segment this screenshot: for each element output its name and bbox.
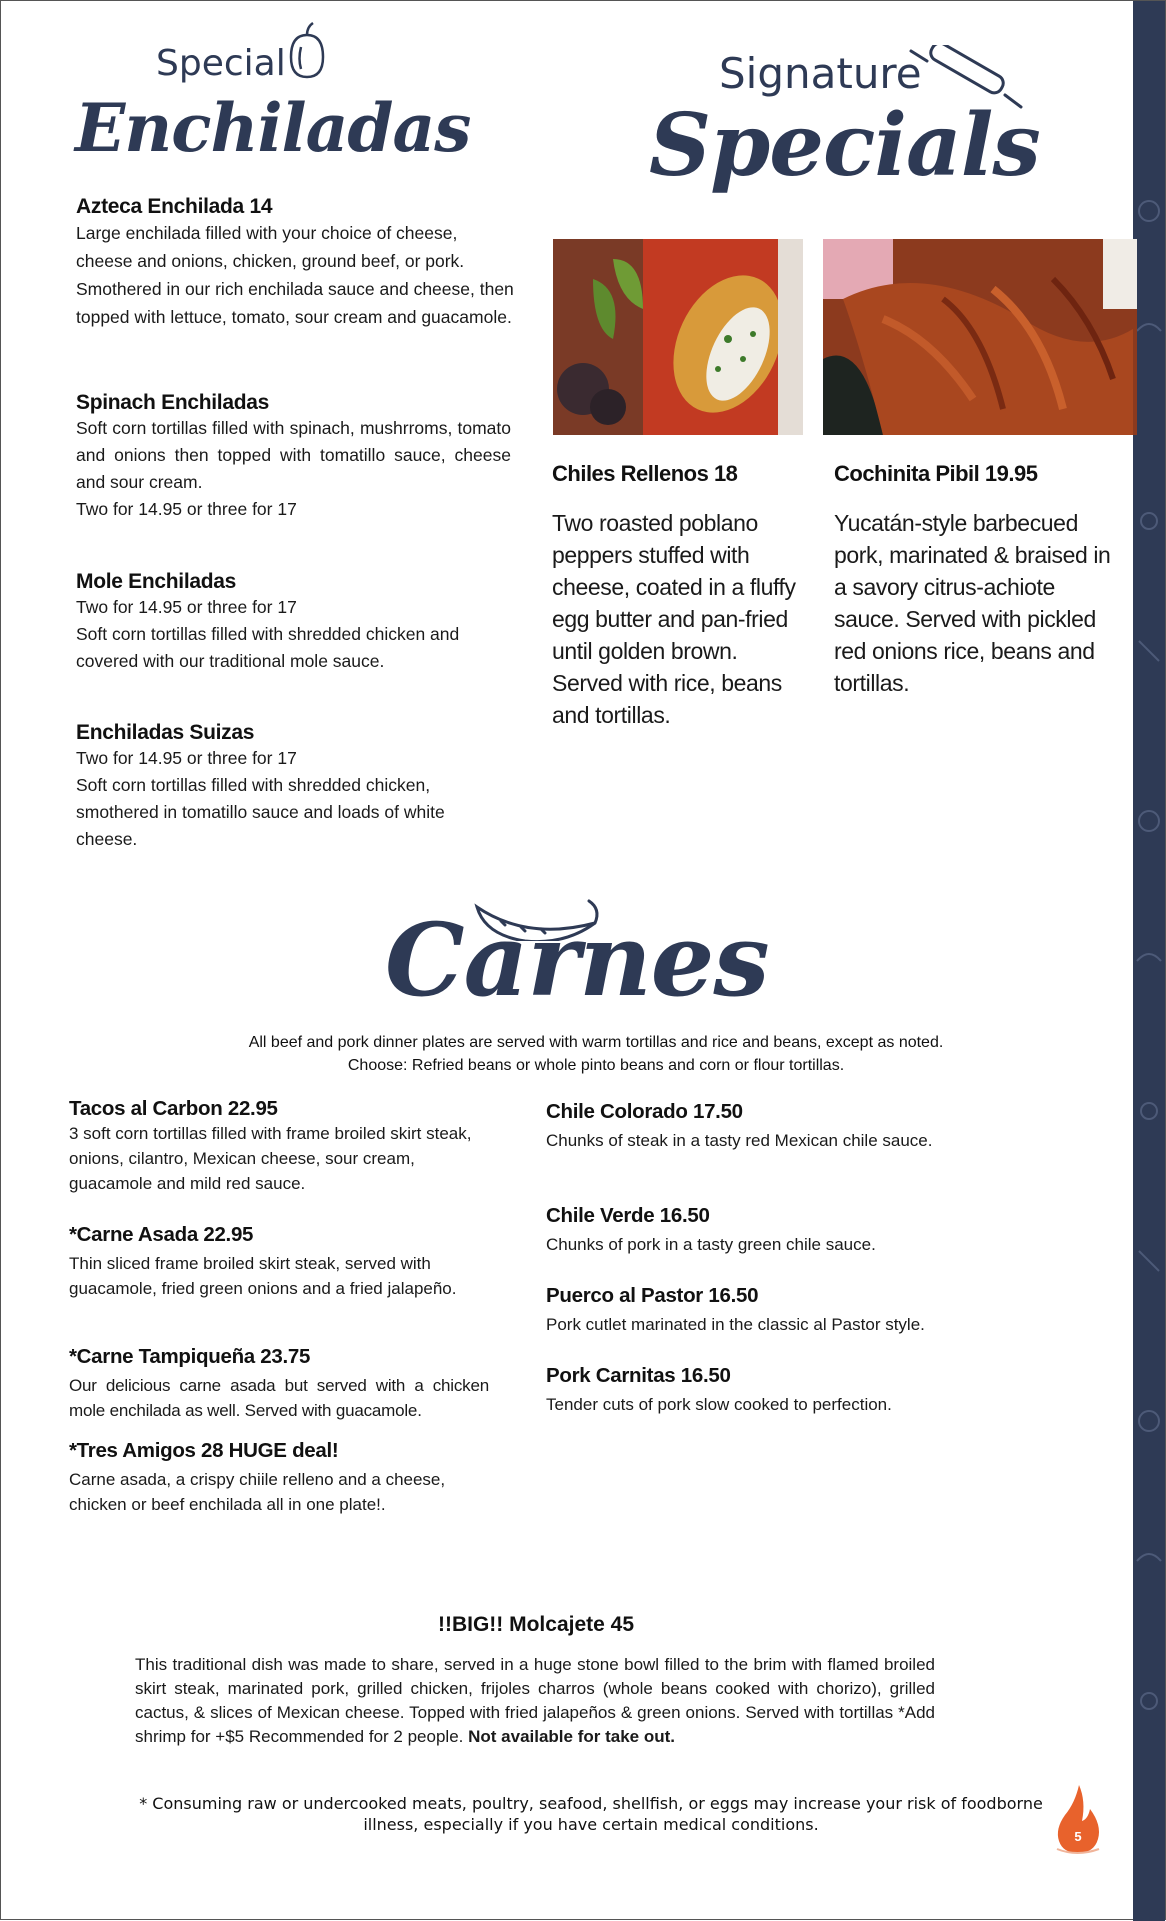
menu-item-puerco-al-pastor — [546, 1284, 986, 1337]
menu-item-azteca — [76, 195, 516, 331]
menu-item-chile-colorado — [546, 1100, 946, 1153]
item-name: Pork Carnitas 16.50 — [546, 1364, 731, 1387]
carnes-note-line2: Choose: Refried beans or whole pinto beans and corn or flour tortillas. — [347, 1057, 845, 1074]
item-desc: Two roasted poblano peppers stuffed with cheese, coated in a fluffy egg butter and pan-fried until golden brown. Served with rice, beans and tortillas. — [552, 510, 796, 728]
item-name: Azteca Enchilada 14 — [76, 195, 273, 218]
menu-item-chiles-rellenos — [552, 461, 807, 731]
item-price: Two for 14.95 or three for 17 — [76, 499, 297, 519]
item-desc: Tender cuts of pork slow cooked to perfection. — [546, 1395, 892, 1414]
chiles-rellenos-photo — [553, 239, 803, 435]
menu-item-suizas — [76, 721, 506, 853]
item-price: Two for 14.95 or three for 17 — [76, 748, 297, 768]
signature-heading-small: Signature — [719, 49, 922, 98]
cochinita-pibil-photo — [823, 239, 1137, 435]
item-name: Chile Verde 16.50 — [546, 1204, 710, 1227]
menu-item-pork-carnitas — [546, 1364, 986, 1417]
carnes-heading: Carnes — [385, 901, 769, 1019]
menu-item-chile-verde — [546, 1204, 986, 1257]
item-name: *Carne Tampiqueña 23.75 — [69, 1345, 311, 1368]
utensil-pattern-icon — [1133, 1, 1165, 1921]
carnes-note-line1: All beef and pork dinner plates are served with warm tortillas and rice and beans, except as noted. — [248, 1034, 944, 1051]
page-number: 5 — [1074, 1829, 1082, 1844]
item-desc: Chunks of steak in a tasty red Mexican chile sauce. — [546, 1131, 933, 1150]
molcajete-title: !!BIG!! Molcajete 45 — [437, 1613, 635, 1636]
item-desc: Soft corn tortillas filled with spinach, mushrroms, tomato and onions then topped with tomatillo sauce, cheese and sour cream. — [76, 418, 511, 492]
item-name: *Carne Asada 22.95 — [69, 1223, 254, 1246]
enchiladas-heading-small: Special — [156, 43, 286, 84]
item-name: Spinach Enchiladas — [76, 391, 269, 414]
menu-item-tacos-al-carbon — [69, 1097, 489, 1196]
menu-item-cochinita-pibil — [834, 461, 1119, 699]
signature-heading: Specials — [649, 95, 1040, 196]
item-desc: Chunks of pork in a tasty green chile sauce. — [546, 1235, 876, 1254]
item-desc: Our delicious carne asada but served with a chicken mole enchilada as well. Served with guacamole. — [69, 1376, 489, 1420]
item-desc: Thin sliced frame broiled skirt steak, served with guacamole, fried green onions and a fried jalapeño. — [69, 1254, 457, 1298]
molcajete-desc-text: This traditional dish was made to share, served in a huge stone bowl filled to the brim with flamed broiled skirt steak, marinated pork, grilled chicken, frijoles charros (whole beans cooked with chorizo), grilled cactus, & slices of Mexican cheese. Topped with fried jalapeños & green onions. Served with tortillas *Add shrimp for +$5 Recommended for 2 people. — [135, 1655, 935, 1746]
food-safety-disclaimer: * Consuming raw or undercooked meats, poultry, seafood, shellfish, or eggs may increase your risk of foodborne illness, especially if you have certain medical conditions. — [139, 1794, 1043, 1834]
item-desc: Carne asada, a crispy chiile relleno and a cheese, chicken or beef enchilada all in one plate!. — [69, 1470, 446, 1514]
menu-item-carne-tampiquena — [69, 1345, 489, 1423]
item-desc: Yucatán-style barbecued pork, marinated & braised in a savory citrus-achiote sauce. Served with pickled red onions rice, beans and tortillas. — [834, 510, 1111, 696]
flame-icon — [1053, 1783, 1103, 1855]
item-name: Enchiladas Suizas — [76, 721, 255, 744]
item-name: Puerco al Pastor 16.50 — [546, 1284, 759, 1307]
menu-item-spinach — [76, 391, 516, 523]
item-name: Chile Colorado 17.50 — [546, 1100, 743, 1123]
item-name: Chiles Rellenos 18 — [552, 461, 738, 486]
item-desc: Soft corn tortillas filled with shredded chicken, smothered in tomatillo sauce and loads of white cheese. — [76, 775, 445, 849]
item-desc: Large enchilada filled with your choice of cheese, cheese and onions, chicken, ground beef, or pork. Smothered in our rich enchilada sauce and cheese, then topped with lettuce, tomato, sour cream and guacamole. — [76, 223, 514, 327]
menu-item-carne-asada — [69, 1223, 489, 1301]
item-name: *Tres Amigos 28 HUGE deal! — [69, 1439, 339, 1462]
item-desc: 3 soft corn tortillas filled with frame broiled skirt steak, onions, cilantro, Mexican cheese, sour cream, guacamole and mild red sauce. — [69, 1124, 472, 1193]
bell-pepper-icon — [285, 21, 329, 81]
item-desc: Soft corn tortillas filled with shredded chicken and covered with our traditional mole sauce. — [76, 624, 460, 671]
item-name: Tacos al Carbon 22.95 — [69, 1097, 278, 1120]
molcajete-desc — [135, 1653, 935, 1749]
menu-item-tres-amigos — [69, 1439, 489, 1517]
side-decor-strip — [1133, 1, 1165, 1921]
menu-item-mole — [76, 570, 496, 675]
item-name: Cochinita Pibil 19.95 — [834, 461, 1038, 486]
item-price: Two for 14.95 or three for 17 — [76, 597, 297, 617]
item-desc: Pork cutlet marinated in the classic al Pastor style. — [546, 1315, 925, 1334]
enchiladas-heading: Enchiladas — [75, 89, 471, 167]
item-name: Mole Enchiladas — [76, 570, 237, 593]
molcajete-takeout-note: Not available for take out. — [468, 1727, 675, 1746]
